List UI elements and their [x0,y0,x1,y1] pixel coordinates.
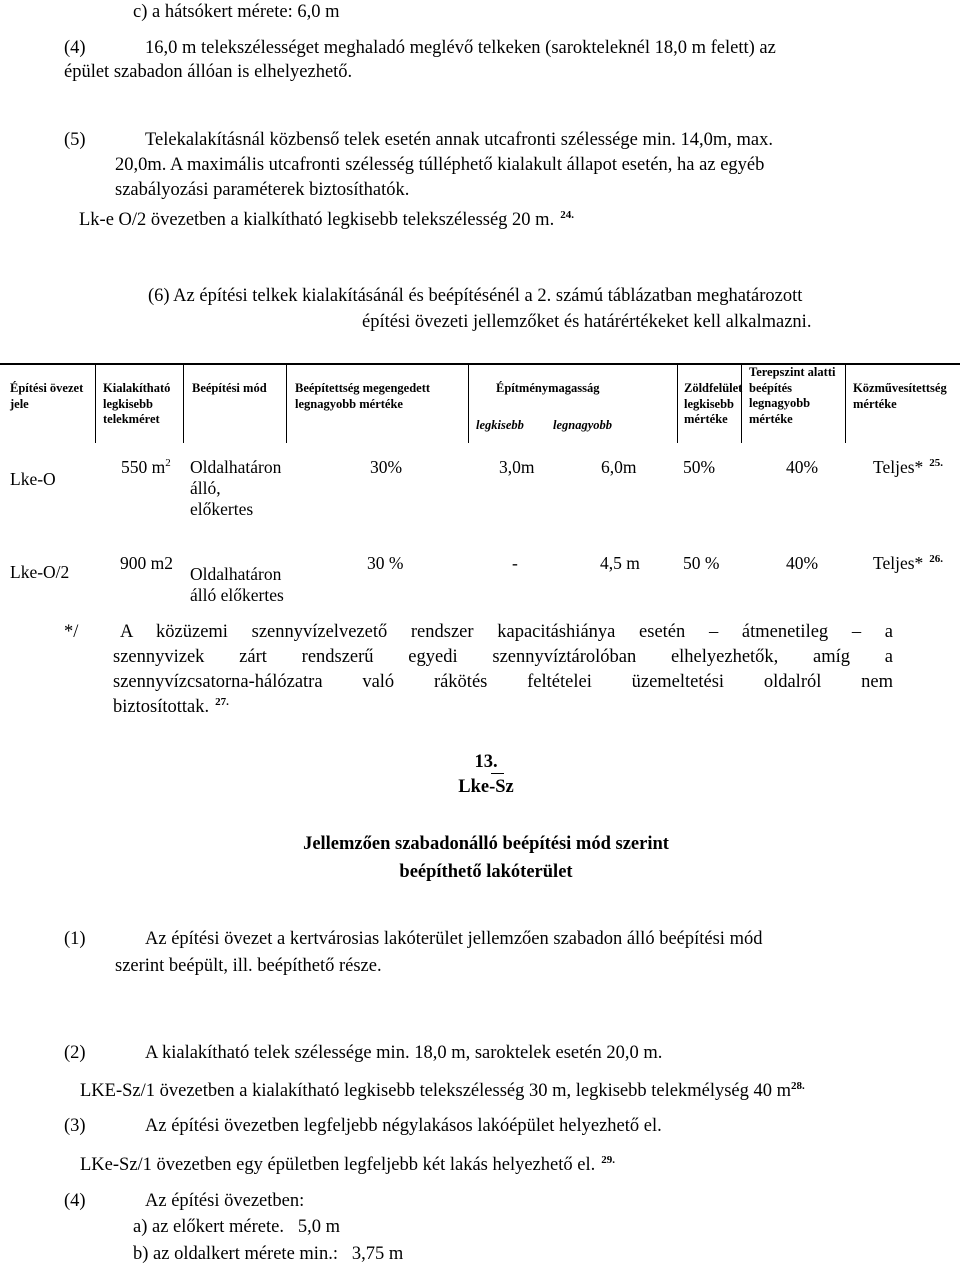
paragraph-text-content: LKE-Sz/1 övezetben a kialakítható legkisebb telekszélesség 30 m, legkisebb telekmélység 40 m [80,1081,792,1101]
footnote-reference: 24. [560,208,574,221]
list-item: a) az előkert mérete. 5,0 m [133,1217,340,1237]
paragraph-text-content: Lk-e O/2 övezetben a kialkítható legkisebb telekszélesség 20 m. [79,210,555,230]
paragraph-text: Telekalakításnál közbenső telek esetén annak utcafronti szélessége min. 14,0m, max. [145,130,773,150]
section-number: 13. [474,752,498,772]
header-height: Építménymagasság [496,381,600,395]
section-anchor-mark [491,751,504,774]
table-row-zone: Lke-O/2 [10,562,70,582]
table-row-height-min: - [512,553,518,573]
paragraph-text [79,209,574,232]
footnote-text [113,696,229,719]
paragraph-number: (2) [64,1043,86,1063]
paragraph-text: építési övezeti jellemzőket és határértékeket kell alkalmazni. [362,312,812,332]
list-item: b) az oldalkert mérete min.: 3,75 m [133,1244,404,1264]
section-title: Jellemzően szabadonálló beépítési mód szerint [303,834,669,854]
paragraph-text [80,1080,805,1103]
paragraph-text: Az építési övezetben: [145,1191,305,1211]
plot-size-unit-exponent: 2 [165,457,171,470]
paragraph-number: (4) [64,1191,86,1211]
paragraph-text: A kialakítható telek szélessége min. 18,0 m, saroktelek esetén 20,0 m. [145,1043,663,1063]
header-height-min [476,418,524,434]
footnote-reference: 25. [929,457,944,470]
footnote-reference: 27. [215,695,229,708]
table-row-height-min: 3,0m [499,457,535,477]
footnote-mark: */ [64,622,79,642]
paragraph-number: (1) [64,929,86,949]
paragraph-number: (4) [64,38,86,58]
paragraph-text: 16,0 m telekszélességet meghaladó meglévő telkeken (sarokteleknél 18,0 m felett) az [145,38,776,58]
table-row-plot [121,457,171,478]
table-column-divider [677,363,678,443]
table-row-mode: Oldalhatáron álló előkertes [190,564,284,605]
table-row-green: 50 % [683,553,720,573]
footnote-text-content: biztosítottak. [113,697,210,717]
paragraph-text: Az építési övezet a kertvárosias lakóterület jellemzően szabadon álló beépítési mód [145,929,763,949]
paragraph-text: szabályozási paraméterek biztosíthatók. [115,180,410,200]
paragraph-text: 20,0m. A maximális utcafronti szélesség túlléphető kialakult állapot esetén, ha az egyéb [115,155,765,175]
header-zone: Építési övezet jele [10,381,84,411]
header-height-min-text: legkisebb [476,418,524,432]
table-row-utility [873,457,943,478]
table-row-mode: Oldalhatáron álló, előkertes [190,457,282,519]
header-coverage: Beépítettség megengedett legnagyobb mértéke [295,381,431,411]
header-height-max-text: legnagyobb [553,418,613,432]
paragraph-text [80,1154,615,1177]
utility-value: Teljes* [873,457,924,477]
table-row-plot: 900 m2 [120,553,173,573]
header-plot-size: Kialakítható legkisebb telekméret [103,381,171,427]
paragraph-text: szerint beépült, ill. beépíthető része. [115,956,382,976]
table-row-zone: Lke-O [10,469,56,489]
footnote-text: A közüzemi szennyvízelvezető rendszer kapacitáshiánya esetén – átmenetileg – a [120,622,893,642]
header-utility: Közművesítettség mértéke [853,381,947,411]
paragraph-text-content: LKe-Sz/1 övezetben egy épületben legfeljebb két lakás helyezhető el. [80,1155,596,1175]
header-height-max [553,418,612,434]
table-row-underground: 40% [786,457,819,477]
footnote-reference: 26. [929,553,944,566]
table-column-divider [468,363,469,443]
header-underground: Terepszint alatti beépítés legnagyobb mértéke [749,365,836,426]
footnote-reference: 29. [601,1153,615,1166]
paragraph-text: Az építési övezetben legfeljebb négylakásos lakóépület helyezhető el. [145,1116,662,1136]
c-line: c) a hátsókert mérete: 6,0 m [133,2,340,22]
paragraph-text: épület szabadon állóan is elhelyezhető. [64,62,353,82]
plot-size-value: 550 m [121,457,166,477]
section-title: beépíthető lakóterület [399,862,573,882]
header-green-area: Zöldfelület legkisebb mértéke [684,381,743,427]
table-row-height-max: 4,5 m [600,553,640,573]
table-column-divider [183,363,184,443]
utility-value: Teljes* [873,553,924,573]
table-column-divider [95,363,96,443]
table-row-coverage: 30% [370,457,403,477]
footnote-reference: 28. [791,1079,805,1092]
table-row-height-max: 6,0m [601,457,637,477]
table-column-divider [286,363,287,443]
table-row-utility [873,553,943,574]
footnote-text: szennyvízcsatorna-hálózatra való rákötés feltételei üzemeltetési oldalról nem [113,672,893,692]
table-row-green: 50% [683,457,716,477]
paragraph-number: (3) [64,1116,86,1136]
table-column-divider [845,363,846,443]
table-row-coverage: 30 % [367,553,404,573]
paragraph-text: (6) Az építési telkek kialakításánál és beépítésénél a 2. számú táblázatban meghatározott [148,286,803,306]
paragraph-number: (5) [64,130,86,150]
footnote-text: szennyvizek zárt rendszerű egyedi szennyvíztárolóban elhelyezhetők, amíg a [113,647,893,667]
table-column-divider [741,363,742,443]
table-row-underground: 40% [786,553,819,573]
header-building-mode: Beépítési mód [192,381,267,395]
section-code: Lke-Sz [458,777,514,797]
